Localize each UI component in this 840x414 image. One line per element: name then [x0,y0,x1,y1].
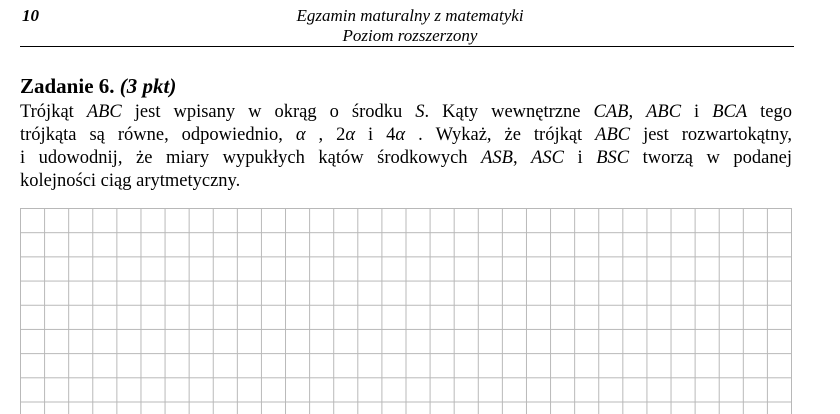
statement-text: kolejności ciąg arytmetyczny. [20,171,241,191]
header-divider [20,46,794,47]
statement-text: , [628,102,647,122]
statement-line [20,170,792,193]
statement-text: tego [747,102,793,122]
exam-level: Poziom rozszerzony [342,26,478,45]
math-term: S [415,102,425,122]
math-term: ABC [86,102,122,122]
math-term: ASB [481,148,513,168]
statement-text: i udowodnij, że miary wypukłych kątów środkowych [20,148,482,168]
statement-text: jest rozwartokątny, [630,125,792,145]
statement-text: Trójkąt [20,102,87,122]
statement-text: tworzą w podanej [629,148,792,168]
statement-line [20,147,792,170]
statement-text: , 2 [305,125,346,145]
exam-title: Egzamin maturalny z matematyki [296,6,524,25]
math-term: BSC [596,148,630,168]
statement-line [20,124,792,147]
statement-line [20,101,792,124]
math-term: BCA [712,102,748,122]
statement-text: i 4 [355,125,396,145]
task-statement [20,101,792,193]
statement-text: i [564,148,597,168]
math-term: ABC [595,125,631,145]
task-number: Zadanie 6. [20,74,115,98]
statement-text: trójkąta są równe, odpowiednio, [20,125,296,145]
statement-text: , [512,148,532,168]
statement-text: . Wykaż, że trójkąt [405,125,596,145]
page-number: 10 [22,6,39,25]
math-term: α [345,125,356,145]
page-header [200,6,620,46]
math-term: α [395,125,406,145]
math-term: ABC [646,102,682,122]
answer-grid[interactable] [20,208,792,414]
math-term: α [295,125,306,145]
task-points: (3 pkt) [119,74,177,98]
math-term: CAB [593,102,629,122]
math-term: ASC [531,148,565,168]
statement-text: i [681,102,713,122]
statement-text: jest wpisany w okrąg o środku [121,102,416,122]
statement-text: . Kąty wewnętrzne [424,102,594,122]
task-title [20,74,176,99]
